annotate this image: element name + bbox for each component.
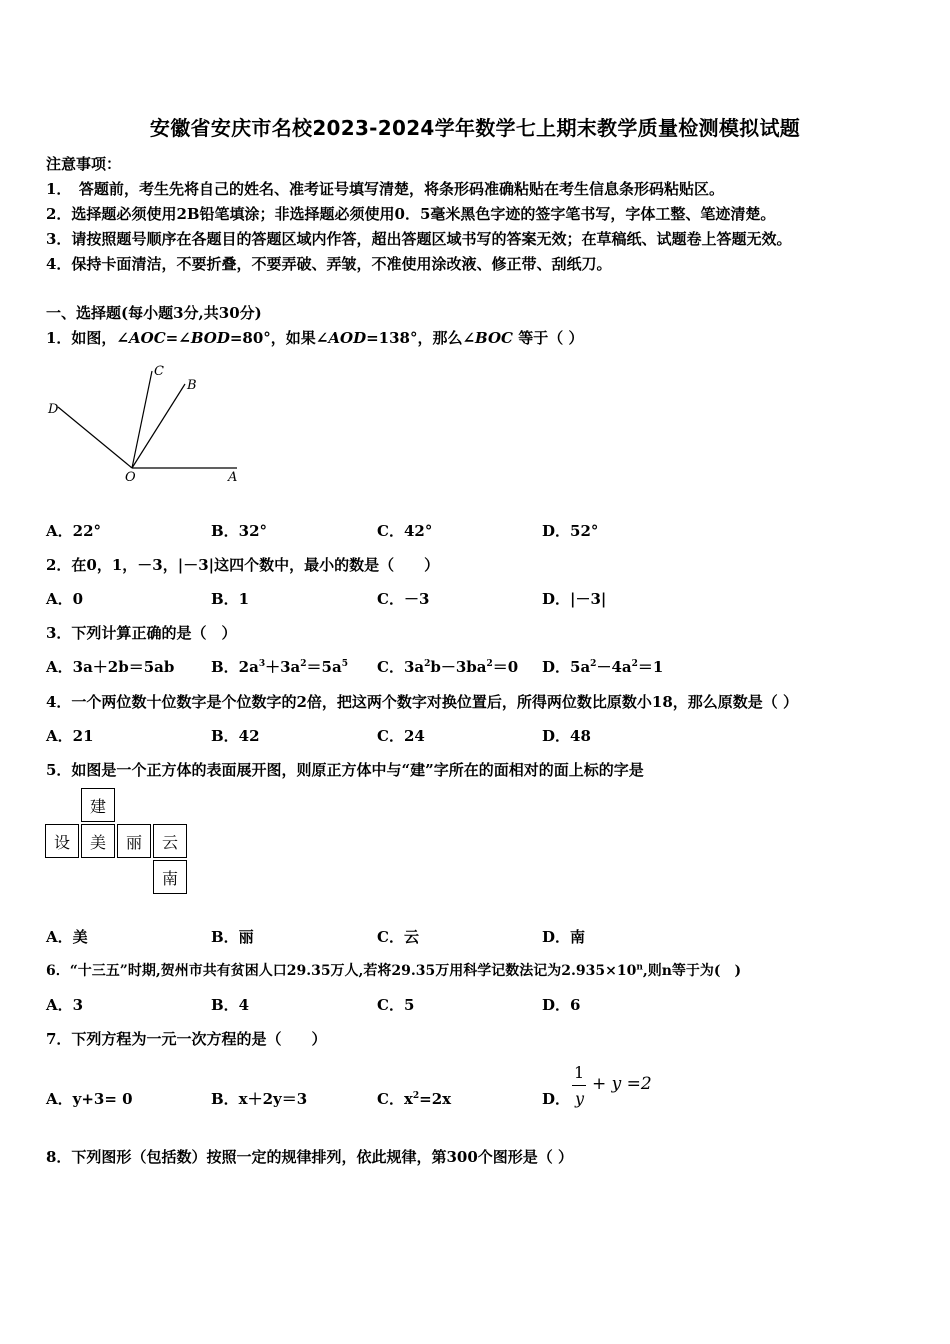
- q2-option-d: D．|－3|: [542, 590, 607, 608]
- label-b: B: [187, 378, 197, 393]
- q7-option-d-label: D．: [542, 1090, 571, 1108]
- q1-option-d: D．52°: [542, 522, 599, 540]
- question-6-stem: 6．“十三五”时期,贺州市共有贫困人口29.35万人,若将29.35万用科学记数法记为$2.935\times 10^n$,则n等于为( ): [46, 962, 742, 979]
- notice-heading: 注意事项：: [46, 155, 122, 173]
- q7-option-b: B．x＋2y＝3: [211, 1090, 308, 1108]
- label-d: D: [48, 402, 59, 417]
- q4-option-b: B．42: [211, 727, 260, 745]
- net-cell: 美: [81, 824, 115, 858]
- question-3-stem: 3．下列计算正确的是（ ）: [46, 624, 237, 642]
- q3-option-a: A．3a＋2b＝5ab: [46, 658, 175, 676]
- notice-item: 3．请按照题号顺序在各题目的答题区域内作答，超出答题区域书写的答案无效；在草稿纸、试题卷上答题无效。: [46, 230, 792, 248]
- q6-option-b: B．4: [211, 996, 250, 1014]
- cube-net: [45, 788, 195, 900]
- q2-option-b: B．1: [211, 590, 250, 608]
- question-4-stem: 4．一个两位数十位数字是个位数字的2倍，把这两个数字对换位置后，所得两位数比原数小18，那么原数是（ ）: [46, 693, 798, 711]
- notice-item: 1． 答题前，考生先将自己的姓名、准考证号填写清楚，将条形码准确粘贴在考生信息条形码粘贴区。: [46, 180, 724, 198]
- net-cell: 云: [153, 824, 187, 858]
- question-5-stem: 5．如图是一个正方体的表面展开图，则原正方体中与“建”字所在的面相对的面上标的字是: [46, 761, 644, 779]
- q4-option-d: D．48: [542, 727, 591, 745]
- q2-option-a: A．0: [46, 590, 84, 608]
- question-1-stem: 1．如图，∠AOC=∠BOD=80°，如果∠AOD=138°，那么∠BOC 等于（ ）: [46, 329, 584, 347]
- q5-option-d: D．南: [542, 928, 586, 946]
- q1-option-c: C．42°: [377, 522, 433, 540]
- q5-option-c: C．云: [377, 928, 419, 946]
- angle-figure: [40, 360, 250, 490]
- fraction-bar: [572, 1085, 586, 1086]
- q4-option-c: C．24: [377, 727, 425, 745]
- net-cell: 南: [153, 860, 187, 894]
- net-cell: 丽: [117, 824, 151, 858]
- label-c: C: [154, 364, 164, 379]
- q3-option-b: B．$2a^3+3a^2=5a^5$: [211, 658, 348, 676]
- label-a: A: [228, 470, 238, 485]
- q7-d-numerator: 1: [574, 1063, 585, 1082]
- notice-item: 2．选择题必须使用2B铅笔填涂；非选择题必须使用0．5毫米黑色字迹的签字笔书写，字体工整、笔迹清楚。: [46, 205, 776, 223]
- q3-option-d: D．$5a^2-4a^2=1$: [542, 658, 664, 676]
- question-2-stem: 2．在0，1，－3，|－3|这四个数中，最小的数是（ ）: [46, 556, 440, 574]
- notice-item: 4．保持卡面清洁，不要折叠，不要弄破、弄皱，不准使用涂改液、修正带、刮纸刀。: [46, 255, 612, 273]
- q7-d-denominator: y: [575, 1089, 585, 1108]
- q4-option-a: A．21: [46, 727, 94, 745]
- question-7-stem: 7．下列方程为一元一次方程的是（ ）: [46, 1030, 327, 1048]
- label-o: O: [125, 470, 136, 485]
- net-cell: 建: [81, 788, 115, 822]
- q5-option-b: B．丽: [211, 928, 254, 946]
- q2-option-c: C．－3: [377, 590, 430, 608]
- q6-option-c: C．5: [377, 996, 415, 1014]
- page-title: 安徽省安庆市名校2023-2024学年数学七上期末教学质量检测模拟试题: [149, 116, 801, 140]
- q6-option-a: A．3: [46, 996, 84, 1014]
- q7-option-a: A．y+3= 0: [46, 1090, 133, 1108]
- net-cell: 设: [45, 824, 79, 858]
- section-heading: 一、选择题(每小题3分,共30分): [46, 304, 262, 322]
- q7-option-c: C．$x^2=2x$: [377, 1090, 452, 1108]
- q1-option-a: A．22°: [46, 522, 102, 540]
- question-8-stem: 8．下列图形（包括数）按照一定的规律排列，依此规律，第300个图形是（ ）: [46, 1148, 573, 1166]
- q1-option-b: B．32°: [211, 522, 268, 540]
- q5-option-a: A．美: [46, 928, 88, 946]
- q7-d-rest: + y =2: [592, 1074, 652, 1094]
- q3-option-c: C．$3a^2b-3ba^2=0$: [377, 658, 519, 676]
- q6-option-d: D．6: [542, 996, 581, 1014]
